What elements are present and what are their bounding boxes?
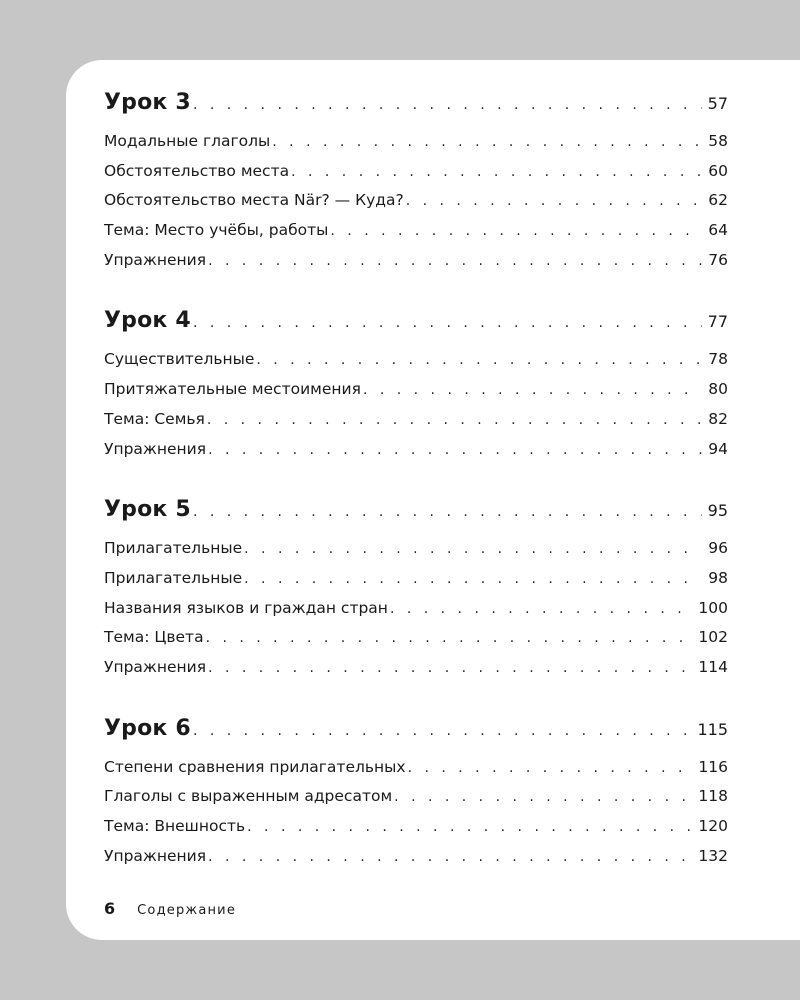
entry-page-number: 120 (698, 817, 728, 835)
toc-section-lesson-3 (104, 90, 728, 280)
toc-entry[interactable] (104, 599, 728, 629)
entry-title: Упражнения (104, 657, 207, 676)
entry-page-number: 64 (708, 221, 728, 240)
dot-leader (244, 571, 702, 587)
entry-title: Притяжательные местоимения (104, 380, 361, 399)
dot-leader (208, 849, 692, 865)
toc-entry[interactable] (104, 132, 728, 162)
toc-lesson-heading[interactable] (104, 497, 728, 531)
dot-leader (394, 789, 692, 805)
lesson-title: Урок 5 (104, 497, 191, 523)
entry-title: Глаголы с выраженным адресатом (104, 787, 393, 806)
toc-section-lesson-5 (104, 497, 728, 687)
entry-page-number: 132 (698, 846, 728, 865)
dot-leader (193, 97, 702, 113)
dot-leader (208, 660, 692, 676)
entry-page-number: 100 (698, 598, 728, 617)
dot-leader (206, 630, 693, 646)
entry-page-number: 118 (698, 787, 728, 806)
dot-leader (272, 134, 702, 150)
toc-entry[interactable] (104, 191, 728, 221)
entry-page-number: 60 (708, 161, 728, 180)
dot-leader (208, 442, 702, 458)
lesson-page-number: 77 (707, 312, 728, 332)
toc-entry[interactable] (104, 410, 728, 440)
lesson-page-number: 57 (707, 94, 728, 113)
toc-lesson-heading[interactable] (104, 308, 728, 342)
toc-entry[interactable] (104, 569, 728, 599)
lesson-title: Урок 4 (104, 308, 191, 334)
entry-page-number: 102 (698, 628, 728, 647)
lesson-title: Урок 3 (104, 90, 191, 115)
entry-title: Упражнения (104, 846, 207, 865)
dot-leader (406, 193, 703, 209)
lesson-page-number: 95 (707, 501, 728, 521)
dot-leader (244, 541, 702, 557)
toc-entry[interactable] (104, 350, 728, 380)
entry-page-number: 78 (708, 350, 728, 369)
toc-section-lesson-6 (104, 716, 728, 877)
toc-entry[interactable] (104, 658, 728, 688)
table-of-contents (104, 90, 728, 904)
toc-entry[interactable] (104, 221, 728, 251)
dot-leader (193, 723, 692, 739)
dot-leader (193, 315, 702, 331)
footer-section-label: Содержание (137, 903, 237, 918)
entry-page-number: 58 (708, 132, 728, 150)
entry-title: Прилагательные (104, 568, 243, 587)
entry-title: Тема: Семья (104, 409, 205, 428)
dot-leader (291, 164, 702, 180)
toc-lesson-heading[interactable] (104, 90, 728, 124)
toc-section-lesson-4 (104, 308, 728, 469)
entry-page-number: 96 (708, 539, 728, 558)
entry-page-number: 116 (698, 757, 728, 776)
entry-title: Тема: Внешность (104, 817, 246, 835)
entry-title: Обстоятельство места När? — Куда? (104, 191, 404, 210)
lesson-page-number: 115 (697, 719, 728, 739)
entry-page-number: 114 (698, 657, 728, 676)
dot-leader (256, 352, 702, 368)
toc-entry[interactable] (104, 440, 728, 470)
toc-entry[interactable] (104, 251, 728, 281)
toc-lesson-heading[interactable] (104, 716, 728, 750)
entry-title: Обстоятельство места (104, 161, 290, 180)
entry-title: Названия языков и граждан стран (104, 598, 388, 617)
entry-page-number: 94 (708, 439, 728, 458)
entry-title: Тема: Место учёбы, работы (104, 221, 329, 240)
entry-title: Тема: Цвета (104, 628, 204, 647)
entry-title: Прилагательные (104, 539, 243, 558)
toc-entry[interactable] (104, 817, 728, 847)
entry-page-number: 76 (708, 250, 728, 269)
dot-leader (363, 382, 702, 398)
page-footer (104, 899, 236, 918)
toc-entry[interactable] (104, 787, 728, 817)
toc-entry[interactable] (104, 758, 728, 788)
dot-leader (247, 819, 692, 835)
dot-leader (207, 412, 702, 428)
toc-entry[interactable] (104, 380, 728, 410)
toc-entry[interactable] (104, 847, 728, 877)
entry-page-number: 82 (708, 409, 728, 428)
dot-leader (330, 223, 702, 239)
entry-title: Упражнения (104, 250, 207, 269)
entry-title: Модальные глаголы (104, 132, 271, 150)
dot-leader (408, 760, 693, 776)
entry-title: Степени сравнения прилагательных (104, 757, 406, 776)
entry-page-number: 62 (708, 191, 728, 210)
dot-leader (193, 504, 702, 520)
dot-leader (390, 601, 692, 617)
entry-page-number: 80 (708, 380, 728, 399)
toc-entry[interactable] (104, 162, 728, 192)
entry-title: Упражнения (104, 439, 207, 458)
footer-page-number: 6 (104, 899, 116, 918)
toc-entry[interactable] (104, 539, 728, 569)
toc-entry[interactable] (104, 628, 728, 658)
entry-page-number: 98 (708, 568, 728, 587)
entry-title: Существительные (104, 350, 255, 369)
dot-leader (208, 253, 702, 269)
lesson-title: Урок 6 (104, 715, 191, 741)
